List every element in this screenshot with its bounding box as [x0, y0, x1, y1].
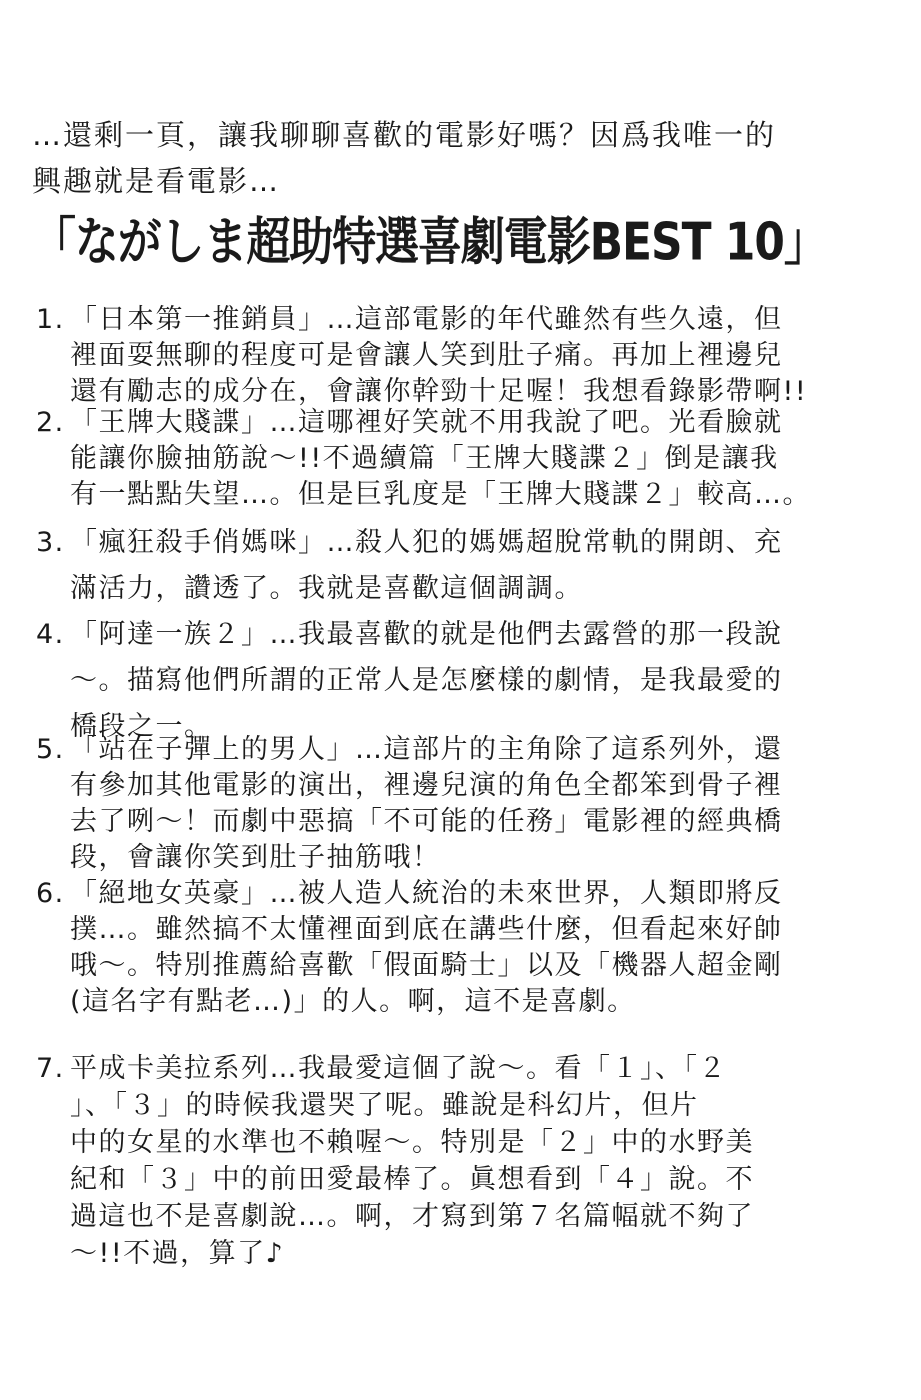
intro-line: …還剩一頁，讓我聊聊喜歡的電影好嗎？因爲我唯一的 — [32, 118, 777, 152]
entry-number: 4. — [36, 619, 65, 650]
entry-line: 紀和「３」中的前田愛最棒了。眞想看到「４」說。不 — [70, 1164, 754, 1195]
entry-line: 」、「３」的時候我還哭了呢。雖說是科幻片，但片 — [70, 1090, 699, 1121]
entry-line: 裡面耍無聊的程度可是會讓人笑到肚子痛。再加上裡邊兒 — [70, 340, 783, 371]
entry-line: 段，會讓你笑到肚子抽筋哦！ — [70, 842, 441, 873]
entry-line — [36, 1050, 896, 1087]
entry-text: 「站在子彈上的男人」…這部片的主角除了這系列外，還 — [70, 734, 783, 765]
entry-number: 1. — [36, 304, 65, 335]
intro-line: 興趣就是看電影… — [32, 164, 281, 198]
list-item — [36, 732, 896, 876]
list-item — [36, 302, 896, 410]
entry-line: (這名字有點老…)」的人。啊，這不是喜劇。 — [70, 986, 636, 1017]
list-item — [36, 612, 896, 750]
entry-line: 撲…。雖然搞不太懂裡面到底在講些什麼，但看起來好帥 — [70, 914, 783, 945]
entry-line: 有參加其他電影的演出，裡邊兒演的角色全都笨到骨子裡 — [70, 770, 783, 801]
page-title: 「ながしま超助特選喜劇電影BEST 10」 — [32, 212, 827, 273]
entry-text: 「絕地女英豪」…被人造人統治的未來世界，人類即將反 — [70, 878, 783, 909]
list-item — [36, 876, 896, 1020]
entry-line: 橋段之一。 — [70, 711, 213, 742]
entry-line — [36, 405, 896, 441]
list-item — [36, 520, 896, 612]
entry-number: 7. — [36, 1053, 65, 1084]
entry-text: 「日本第一推銷員」…這部電影的年代雖然有些久遠，但 — [70, 304, 783, 335]
list-item — [36, 1050, 896, 1272]
entry-line — [36, 732, 896, 768]
entry-line: 能讓你臉抽筋說～!!不過續篇「王牌大賤諜２」倒是讓我 — [70, 443, 779, 474]
entry-line: 去了咧～！而劇中惡搞「不可能的任務」電影裡的經典橋 — [70, 806, 783, 837]
entry-number: 3. — [36, 527, 65, 558]
entry-line: ～!!不過，算了♪ — [70, 1238, 285, 1269]
entry-number: 5. — [36, 734, 65, 765]
entry-text: 「王牌大賤諜」…這哪裡好笑就不用我說了吧。光看臉就 — [70, 407, 783, 438]
entry-line — [36, 612, 896, 658]
entry-line: 哦～。特別推薦給喜歡「假面騎士」以及「機器人超金剛 — [70, 950, 783, 981]
entry-line: 滿活力，讚透了。我就是喜歡這個調調。 — [70, 573, 583, 604]
intro-text — [32, 112, 892, 204]
entry-line: 過這也不是喜劇說…。啊，才寫到第７名篇幅就不夠了 — [70, 1201, 754, 1232]
entry-line: 中的女星的水準也不賴喔～。特別是「２」中的水野美 — [70, 1127, 754, 1158]
entry-line — [36, 876, 896, 912]
list-item — [36, 405, 896, 513]
entry-line: 還有勵志的成分在，會讓你幹勁十足喔！我想看錄影帶啊!! — [70, 376, 808, 407]
entry-line — [36, 302, 896, 338]
entry-number: 2. — [36, 407, 65, 438]
entry-text: 「瘋狂殺手俏媽咪」…殺人犯的媽媽超脫常軌的開朗、充 — [70, 527, 783, 558]
entry-number: 6. — [36, 878, 65, 909]
entry-text: 平成卡美拉系列…我最愛這個了說～。看「１」、「２ — [70, 1053, 727, 1084]
entry-line: 有一點點失望…。但是巨乳度是「王牌大賤諜２」較高…。 — [70, 479, 811, 510]
entry-line — [36, 520, 896, 566]
entry-line: ～。描寫他們所謂的正常人是怎麼樣的劇情，是我最愛的 — [70, 665, 783, 696]
entry-text: 「阿達一族２」…我最喜歡的就是他們去露營的那一段說 — [70, 619, 783, 650]
